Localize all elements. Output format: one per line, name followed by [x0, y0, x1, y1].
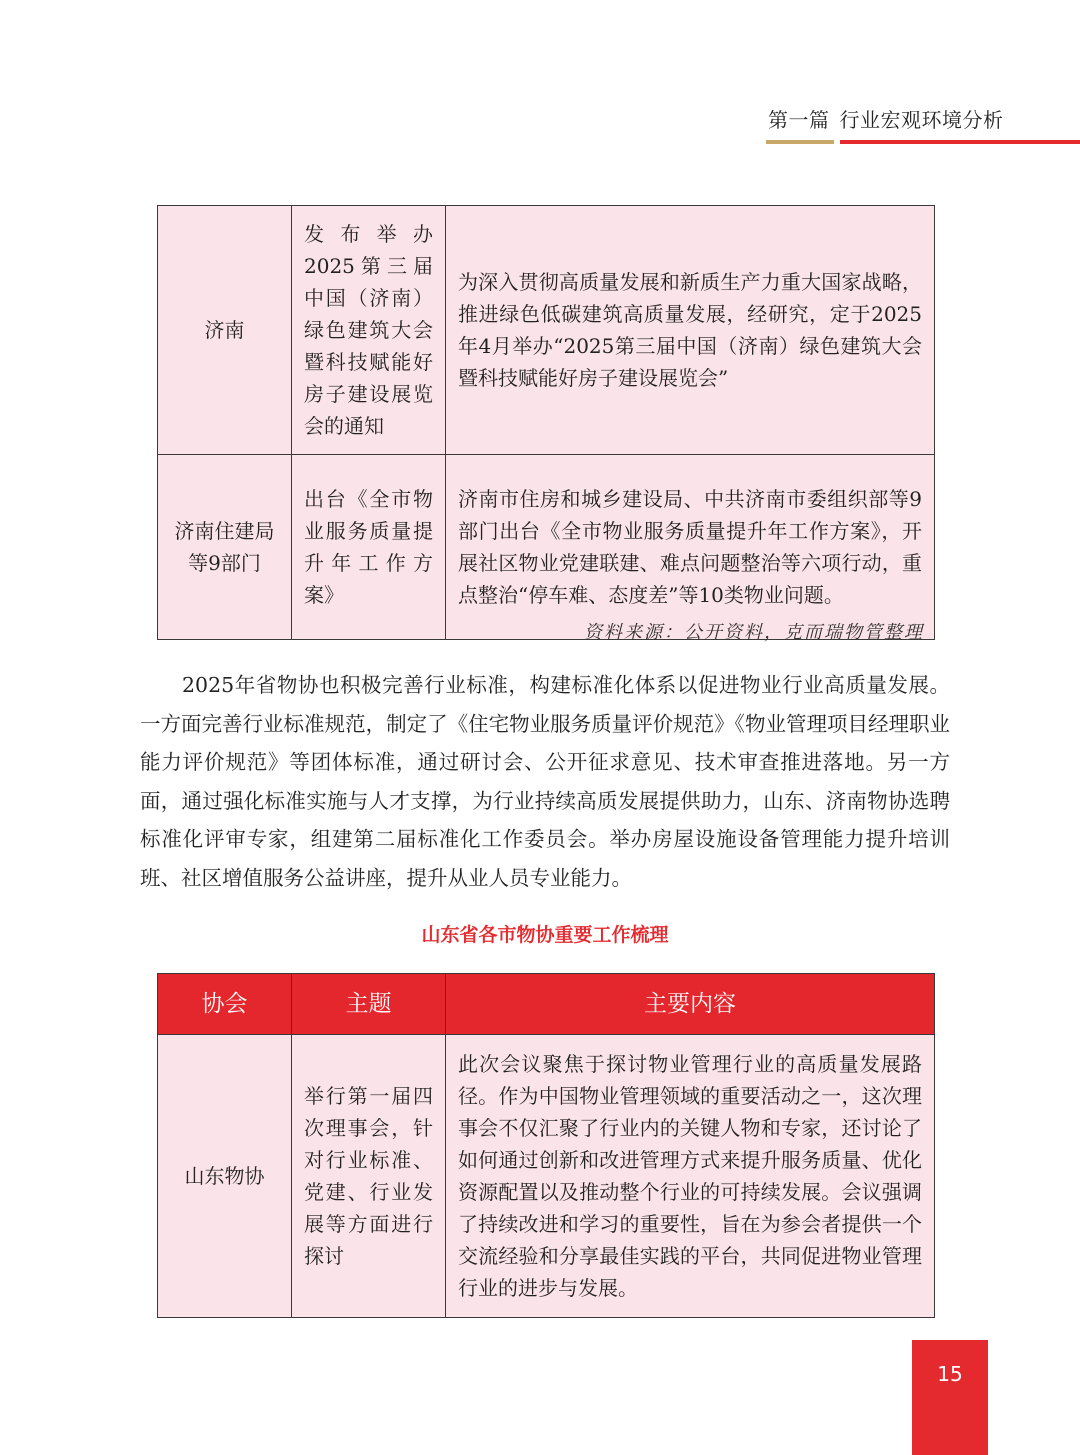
header-title: 行业宏观环境分析: [839, 108, 1004, 132]
content-cell: 此次会议聚焦于探讨物业管理行业的高质量发展路径。作为中国物业管理领域的重要活动之一，这次理事会不仅汇聚了行业内的关键人物和专家，还讨论了如何通过创新和改进管理方式来提升服务质量、优化资源配置以及推动整个行业的可持续发展。会议强调了持续改进和学习的重要性，旨在为参会者提供一个交流经验和分享最佳实践的平台，共同促进物业管理行业的进步与发展。: [446, 1035, 935, 1318]
org-cell: 济南住建局等9部门: [158, 455, 292, 640]
header-topic: 主题: [292, 974, 446, 1035]
table-row: [158, 206, 935, 455]
org-cell: 济南: [158, 206, 292, 455]
source-note: 资料来源：公开资料，克而瑞物管整理: [584, 622, 924, 643]
table-row: [158, 1035, 935, 1318]
topic-cell: 举行第一届四次理事会，针对行业标准、党建、行业发展等方面进行探讨: [292, 1035, 446, 1318]
header-org: 协会: [158, 974, 292, 1035]
header-part: 第一篇: [768, 108, 830, 132]
page-number: 15: [912, 1340, 988, 1455]
table-row: [158, 455, 935, 640]
body-paragraph: 2025年省物协也积极完善行业标准，构建标准化体系以促进物业行业高质量发展。一方面完善行业标准规范，制定了《住宅物业服务质量评价规范》《物业管理项目经理职业能力评价规范》等团体标准，通过研讨会、公开征求意见、技术审查推进落地。另一方面，通过强化标准实施与人才支撑，为行业持续高质发展提供助力，山东、济南物协选聘标准化评审专家，组建第二届标准化工作委员会。举办房屋设施设备管理能力提升培训班、社区增值服务公益讲座，提升从业人员专业能力。: [140, 673, 950, 890]
table-header-row: [158, 974, 935, 1035]
association-table: [157, 973, 935, 1318]
topic-cell: 发布举办2025第三届中国（济南）绿色建筑大会暨科技赋能好房子建设展览会的通知: [292, 206, 446, 455]
policy-table: [157, 205, 935, 640]
org-cell: 山东物协: [158, 1035, 292, 1318]
running-header: [768, 104, 1004, 133]
header-content: 主要内容: [446, 974, 935, 1035]
topic-cell: 出台《全市物业服务质量提升年工作方案》: [292, 455, 446, 640]
table-caption: 山东省各市物协重要工作梳理: [421, 924, 669, 946]
header-rule-gold: [766, 140, 834, 144]
content-cell: 为深入贯彻高质量发展和新质生产力重大国家战略，推进绿色低碳建筑高质量发展，经研究，定于2025年4月举办“2025第三届中国（济南）绿色建筑大会暨科技赋能好房子建设展览会”: [446, 206, 935, 455]
header-rule-red: [840, 140, 1080, 144]
content-cell: 济南市住房和城乡建设局、中共济南市委组织部等9部门出台《全市物业服务质量提升年工作方案》，开展社区物业党建联建、难点问题整治等六项行动，重点整治“停车难、态度差”等10类物业问题。: [446, 455, 935, 640]
